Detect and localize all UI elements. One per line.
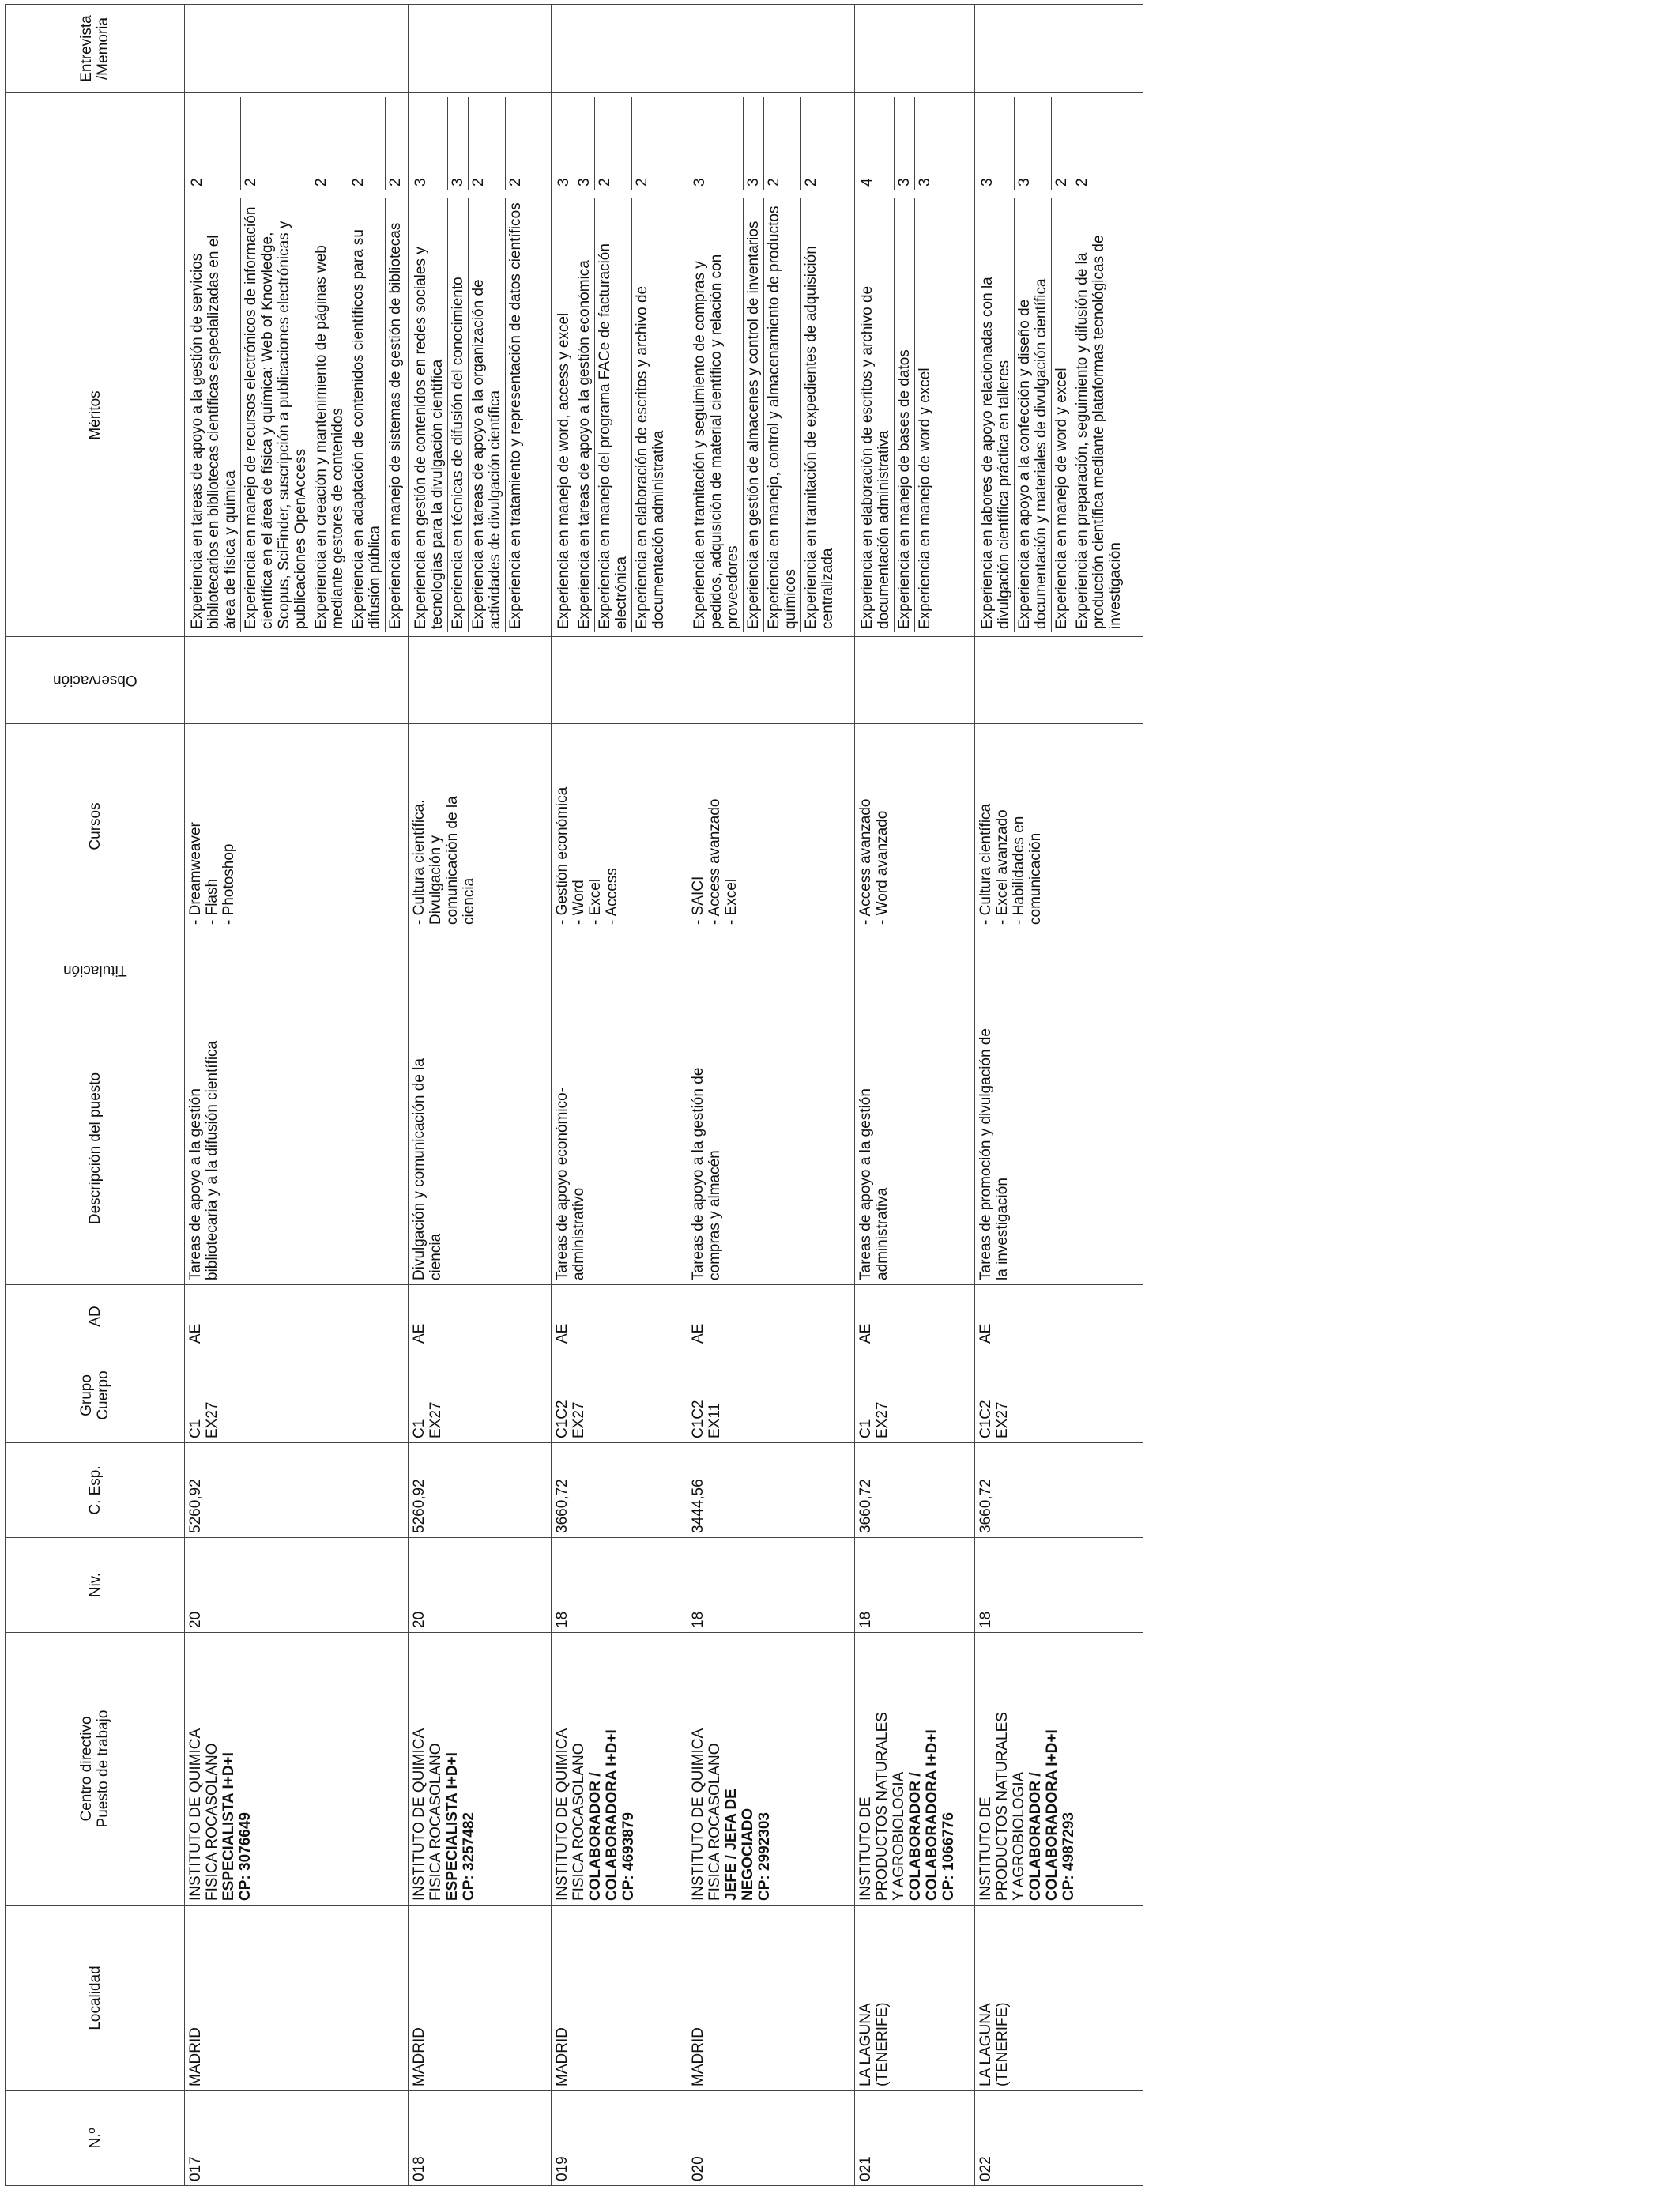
puesto-line: ESPECIALISTA I+D+I <box>220 1752 237 1901</box>
puesto-line: COLABORADORA I+D+I <box>604 1729 620 1901</box>
merito-points: 2 <box>241 97 311 190</box>
cell-cursos <box>185 724 409 929</box>
puesto-line: CP: 1066776 <box>940 1812 957 1901</box>
cell-cursos <box>975 724 1143 929</box>
centro-line: FISICA ROCASOLANO <box>204 1743 220 1901</box>
table-body <box>185 5 1143 2186</box>
grupo-line: C1C2 <box>977 1400 994 1438</box>
cell-centro <box>975 1633 1143 1906</box>
merito-points: 3 <box>977 97 1015 190</box>
puesto-line: COLABORADORA I+D+I <box>1044 1729 1060 1901</box>
curso-line: - Photoshop <box>220 843 237 925</box>
header-observacion <box>6 637 185 724</box>
merito-item: Experiencia en manejo de bases de datos <box>895 198 915 632</box>
cell-n: 022 <box>975 2091 1143 2186</box>
cell-puntos <box>552 93 687 194</box>
merito-item: Experiencia en elaboración de escritos y archivo de documentación administrativa <box>857 198 895 632</box>
grupo-line: EX27 <box>428 1401 444 1438</box>
cell-c-esp: 3660,72 <box>855 1443 975 1538</box>
header-row <box>6 5 185 2186</box>
merito-item: Experiencia en tareas de apoyo a la gestión económica <box>574 198 595 632</box>
cell-meritos <box>687 194 855 637</box>
cell-c-esp: 3660,72 <box>552 1443 687 1538</box>
cell-titulacion <box>552 929 687 1012</box>
curso-line: - Access <box>604 868 620 925</box>
header-grupo-line1: Grupo <box>78 1374 95 1416</box>
grupo-line: C1 <box>187 1419 204 1438</box>
curso-line: - Cultura científica <box>977 803 994 925</box>
grupo-line: EX27 <box>874 1401 891 1438</box>
curso-line: - Excel <box>587 878 604 925</box>
merito-points: 3 <box>917 178 933 187</box>
cell-descripcion: Tareas de apoyo a la gestión administrativa <box>855 1012 975 1285</box>
merito-points: 2 <box>1074 178 1090 187</box>
cell-cursos <box>687 724 855 929</box>
puesto-line: CP: 2992303 <box>756 1812 773 1901</box>
puesto-line: ESPECIALISTA I+D+I <box>444 1752 461 1901</box>
puesto-line: NEGOCIADO <box>740 1808 756 1901</box>
header-titulacion-text: Titulación <box>62 962 127 979</box>
cell-centro <box>409 1633 552 1906</box>
header-entrevista-line1: Entrevista <box>78 15 95 82</box>
cell-centro <box>185 1633 409 1906</box>
cell-niv: 18 <box>552 1538 687 1633</box>
merito-item: Experiencia en tramitación y seguimiento de compras y pedidos, adquisición de material científico y relación con proveedores <box>690 198 744 632</box>
cell-titulacion <box>185 929 409 1012</box>
centro-line: INSTITUTO DE QUIMICA <box>690 1728 706 1901</box>
header-entrevista-line2: /Memoria <box>95 17 111 81</box>
cell-ad: AE <box>855 1285 975 1348</box>
cell-ad: AE <box>409 1285 552 1348</box>
merito-item: Experiencia en tratamiento y representación de datos científicos <box>507 202 524 629</box>
cell-puntos <box>687 93 855 194</box>
merito-item: Experiencia en labores de apoyo relacionadas con la divulgación científica práctica en talleres <box>977 198 1015 632</box>
cell-meritos <box>552 194 687 637</box>
cell-observacion <box>409 637 552 724</box>
cell-n: 018 <box>409 2091 552 2186</box>
curso-line: ciencia <box>461 877 477 925</box>
cell-n: 019 <box>552 2091 687 2186</box>
cell-cursos <box>409 724 552 929</box>
cell-entrevista <box>185 5 409 93</box>
cell-grupo <box>552 1348 687 1443</box>
cell-c-esp: 5260,92 <box>185 1443 409 1538</box>
cell-meritos <box>185 194 409 637</box>
grupo-line: C1C2 <box>554 1400 571 1438</box>
merito-points: 3 <box>690 97 744 190</box>
cell-grupo <box>687 1348 855 1443</box>
puesto-line: CP: 3257482 <box>461 1812 477 1901</box>
puesto-line: COLABORADOR / <box>907 1772 924 1901</box>
cell-n: 017 <box>185 2091 409 2186</box>
cell-niv: 18 <box>975 1538 1143 1633</box>
header-cursos: Cursos <box>6 724 185 929</box>
centro-line: INSTITUTO DE QUIMICA <box>554 1728 571 1901</box>
cell-niv: 18 <box>687 1538 855 1633</box>
merito-item: Experiencia en manejo de word y excel <box>1052 198 1072 632</box>
grupo-line: C1 <box>857 1419 874 1438</box>
merito-item: Experiencia en manejo de recursos electrónicos de información científica en el área de física y química: Web of Knowledge, Scopus, SciFinder, suscripción a publicaciones electrónicas y publicaciones OpenAccess <box>241 198 311 632</box>
cell-localidad <box>975 1906 1143 2091</box>
grupo-line: C1C2 <box>690 1400 706 1438</box>
merito-points: 3 <box>554 97 574 190</box>
puesto-line: JEFE / JEFA DE <box>723 1789 740 1901</box>
header-titulacion <box>6 929 185 1012</box>
grupo-line: EX11 <box>706 1402 723 1438</box>
curso-line: comunicación <box>1027 832 1044 925</box>
cell-puntos <box>855 93 975 194</box>
merito-points: 2 <box>507 178 524 187</box>
cell-meritos <box>975 194 1143 637</box>
cell-grupo <box>975 1348 1143 1443</box>
header-n: N.º <box>6 2091 185 2186</box>
cell-c-esp: 3660,72 <box>975 1443 1143 1538</box>
centro-line: INSTITUTO DE <box>857 1796 874 1901</box>
cell-descripcion: Tareas de apoyo económico-administrativo <box>552 1012 687 1285</box>
grupo-line: EX27 <box>571 1401 587 1438</box>
header-descripcion: Descripción del puesto <box>6 1012 185 1285</box>
localidad-line: MADRID <box>187 2027 204 2087</box>
header-centro-line2: Puesto de trabajo <box>95 1710 111 1828</box>
localidad-line: LA LAGUNA <box>857 2003 874 2087</box>
curso-line: - SAICI <box>690 876 706 925</box>
cell-localidad <box>185 1906 409 2091</box>
table-row <box>687 5 855 2186</box>
cell-entrevista <box>975 5 1143 93</box>
curso-line: - Access avanzado <box>857 798 874 925</box>
cell-centro <box>855 1633 975 1906</box>
merito-item: Experiencia en preparación, seguimiento y difusión de la producción científica mediante plataformas tecnológicas de investigación <box>1074 235 1124 629</box>
centro-line: PRODUCTOS NATURALES <box>994 1712 1011 1901</box>
cell-titulacion <box>975 929 1143 1012</box>
merito-item: Experiencia en manejo del programa FACe de facturación electrónica <box>595 198 632 632</box>
merito-points: 2 <box>1052 97 1072 190</box>
merito-points: 3 <box>574 97 595 190</box>
merito-points: 2 <box>348 97 386 190</box>
merito-item: Experiencia en gestión de almacenes y control de inventarios <box>744 198 764 632</box>
localidad-line: MADRID <box>690 2027 706 2087</box>
localidad-line: LA LAGUNA <box>977 2003 994 2087</box>
merito-points: 3 <box>1015 97 1052 190</box>
merito-item: Experiencia en manejo de sistemas de gestión de bibliotecas <box>387 222 404 629</box>
grupo-line: EX27 <box>204 1401 220 1438</box>
cell-ad: AE <box>552 1285 687 1348</box>
merito-points: 2 <box>469 97 506 190</box>
merito-points: 4 <box>857 97 895 190</box>
merito-item: Experiencia en creación y mantenimiento de páginas web mediante gestores de contenidos <box>311 198 348 632</box>
cell-niv: 18 <box>855 1538 975 1633</box>
header-entrevista <box>6 5 185 93</box>
centro-line: INSTITUTO DE <box>977 1796 994 1901</box>
merito-item: Experiencia en manejo de word y excel <box>917 368 933 629</box>
cell-entrevista <box>552 5 687 93</box>
cell-meritos <box>409 194 552 637</box>
merito-points: 3 <box>448 97 469 190</box>
centro-line: FISICA ROCASOLANO <box>706 1743 723 1901</box>
curso-line: comunicación de la <box>444 796 461 925</box>
cell-descripcion: Tareas de apoyo a la gestión bibliotecaria y a la difusión científica <box>185 1012 409 1285</box>
cell-grupo <box>855 1348 975 1443</box>
header-grupo <box>6 1348 185 1443</box>
centro-line: FISICA ROCASOLANO <box>428 1743 444 1901</box>
merito-points: 2 <box>803 178 819 187</box>
cell-descripcion: Tareas de promoción y divulgación de la investigación <box>975 1012 1143 1285</box>
puesto-line: COLABORADOR / <box>1027 1772 1044 1901</box>
cell-titulacion <box>855 929 975 1012</box>
cell-ad: AE <box>687 1285 855 1348</box>
cell-titulacion <box>687 929 855 1012</box>
merito-points: 3 <box>744 97 764 190</box>
merito-item: Experiencia en tareas de apoyo a la gestión de servicios bibliotecarios en bibliotecas científicas especializadas en el área de física y química <box>187 198 241 632</box>
cell-ad: AE <box>185 1285 409 1348</box>
merito-item: Experiencia en tareas de apoyo a la organización de actividades de divulgación científica <box>469 198 506 632</box>
cell-titulacion <box>409 929 552 1012</box>
header-puntos <box>6 93 185 194</box>
merito-item: Experiencia en técnicas de difusión del conocimiento <box>448 198 469 632</box>
merito-points: 2 <box>764 97 801 190</box>
cell-centro <box>552 1633 687 1906</box>
centro-line: INSTITUTO DE QUIMICA <box>187 1728 204 1901</box>
header-grupo-line2: Cuerpo <box>95 1370 111 1420</box>
localidad-line: MADRID <box>554 2027 571 2087</box>
cell-observacion <box>975 637 1143 724</box>
grupo-line: C1 <box>411 1419 428 1438</box>
cell-puntos <box>185 93 409 194</box>
header-niv: Niv. <box>6 1538 185 1633</box>
header-centro <box>6 1633 185 1906</box>
merito-points: 2 <box>634 178 650 187</box>
merito-points: 2 <box>387 178 404 187</box>
cell-grupo <box>185 1348 409 1443</box>
cell-grupo <box>409 1348 552 1443</box>
merito-points: 2 <box>595 97 632 190</box>
centro-line: FISICA ROCASOLANO <box>571 1743 587 1901</box>
merito-item: Experiencia en adaptación de contenidos científicos para su difusión pública <box>348 198 386 632</box>
merito-points: 2 <box>311 97 348 190</box>
centro-line: Y AGROBIOLOGIA <box>891 1771 907 1901</box>
cell-c-esp: 5260,92 <box>409 1443 552 1538</box>
cell-entrevista <box>687 5 855 93</box>
puesto-line: CP: 3076649 <box>237 1812 254 1901</box>
cell-niv: 20 <box>185 1538 409 1633</box>
curso-line: - Word avanzado <box>874 810 891 925</box>
merito-points: 3 <box>895 97 915 190</box>
header-c-esp: C. Esp. <box>6 1443 185 1538</box>
localidad-line: MADRID <box>411 2027 428 2087</box>
job-positions-table <box>5 4 1143 2186</box>
cell-puntos <box>975 93 1143 194</box>
cell-cursos <box>855 724 975 929</box>
centro-line: Y AGROBIOLOGIA <box>1011 1771 1027 1901</box>
merito-item: Experiencia en apoyo a la confección y diseño de documentación y materiales de divulgación científica <box>1015 198 1052 632</box>
cell-descripcion: Divulgación y comunicación de la ciencia <box>409 1012 552 1285</box>
curso-line: - Dreamweaver <box>187 822 204 925</box>
table-row <box>409 5 552 2186</box>
cell-observacion <box>185 637 409 724</box>
centro-line: INSTITUTO DE QUIMICA <box>411 1728 428 1901</box>
table-row <box>552 5 687 2186</box>
merito-item: Experiencia en manejo, control y almacenamiento de productos químicos <box>764 198 801 632</box>
puesto-line: COLABORADOR / <box>587 1772 604 1901</box>
merito-points: 2 <box>187 97 241 190</box>
cell-c-esp: 3444,56 <box>687 1443 855 1538</box>
cell-meritos <box>855 194 975 637</box>
cell-localidad <box>687 1906 855 2091</box>
merito-item: Experiencia en manejo de word, access y excel <box>554 198 574 632</box>
cell-niv: 20 <box>409 1538 552 1633</box>
cell-observacion <box>552 637 687 724</box>
cell-localidad <box>409 1906 552 2091</box>
centro-line: PRODUCTOS NATURALES <box>874 1712 891 1901</box>
curso-line: - Gestión económica <box>554 786 571 925</box>
curso-line: - Excel avanzado <box>994 809 1011 925</box>
puesto-line: CP: 4693879 <box>620 1812 637 1901</box>
cell-centro <box>687 1633 855 1906</box>
localidad-line: (TENERIFE) <box>994 2002 1011 2087</box>
curso-line: - Cultura científica. <box>411 799 428 925</box>
cell-descripcion: Tareas de apoyo a la gestión de compras y almacén <box>687 1012 855 1285</box>
header-localidad: Localidad <box>6 1906 185 2091</box>
curso-line: - Habilidades en <box>1011 816 1027 925</box>
cell-ad: AE <box>975 1285 1143 1348</box>
merito-item: Experiencia en gestión de contenidos en redes sociales y tecnologías para la divulgación científica <box>411 198 448 632</box>
header-centro-line1: Centro directivo <box>78 1716 95 1822</box>
curso-line: - Flash <box>204 878 220 925</box>
table-row <box>185 5 409 2186</box>
cell-n: 021 <box>855 2091 975 2186</box>
grupo-line: EX27 <box>994 1401 1011 1438</box>
curso-line: - Access avanzado <box>706 798 723 925</box>
merito-item: Experiencia en elaboración de escritos y archivo de documentación administrativa <box>634 285 667 629</box>
localidad-line: (TENERIFE) <box>874 2002 891 2087</box>
curso-line: - Excel <box>723 878 740 925</box>
curso-line: Divulgación y <box>428 835 444 925</box>
cell-localidad <box>552 1906 687 2091</box>
puesto-line: CP: 4987293 <box>1060 1812 1077 1901</box>
cell-localidad <box>855 1906 975 2091</box>
cell-cursos <box>552 724 687 929</box>
cell-observacion <box>855 637 975 724</box>
puesto-line: COLABORADORA I+D+I <box>924 1729 940 1901</box>
cell-observacion <box>687 637 855 724</box>
header-ad: AD <box>6 1285 185 1348</box>
cell-puntos <box>409 93 552 194</box>
merito-item: Experiencia en tramitación de expedientes de adquisición centralizada <box>803 246 836 629</box>
merito-points: 3 <box>411 97 448 190</box>
curso-line: - Word <box>571 880 587 925</box>
table-row <box>855 5 975 2186</box>
cell-entrevista <box>855 5 975 93</box>
cell-n: 020 <box>687 2091 855 2186</box>
cell-entrevista <box>409 5 552 93</box>
header-meritos: Méritos <box>6 194 185 637</box>
header-observacion-text: Observación <box>52 672 137 688</box>
table-row <box>975 5 1143 2186</box>
